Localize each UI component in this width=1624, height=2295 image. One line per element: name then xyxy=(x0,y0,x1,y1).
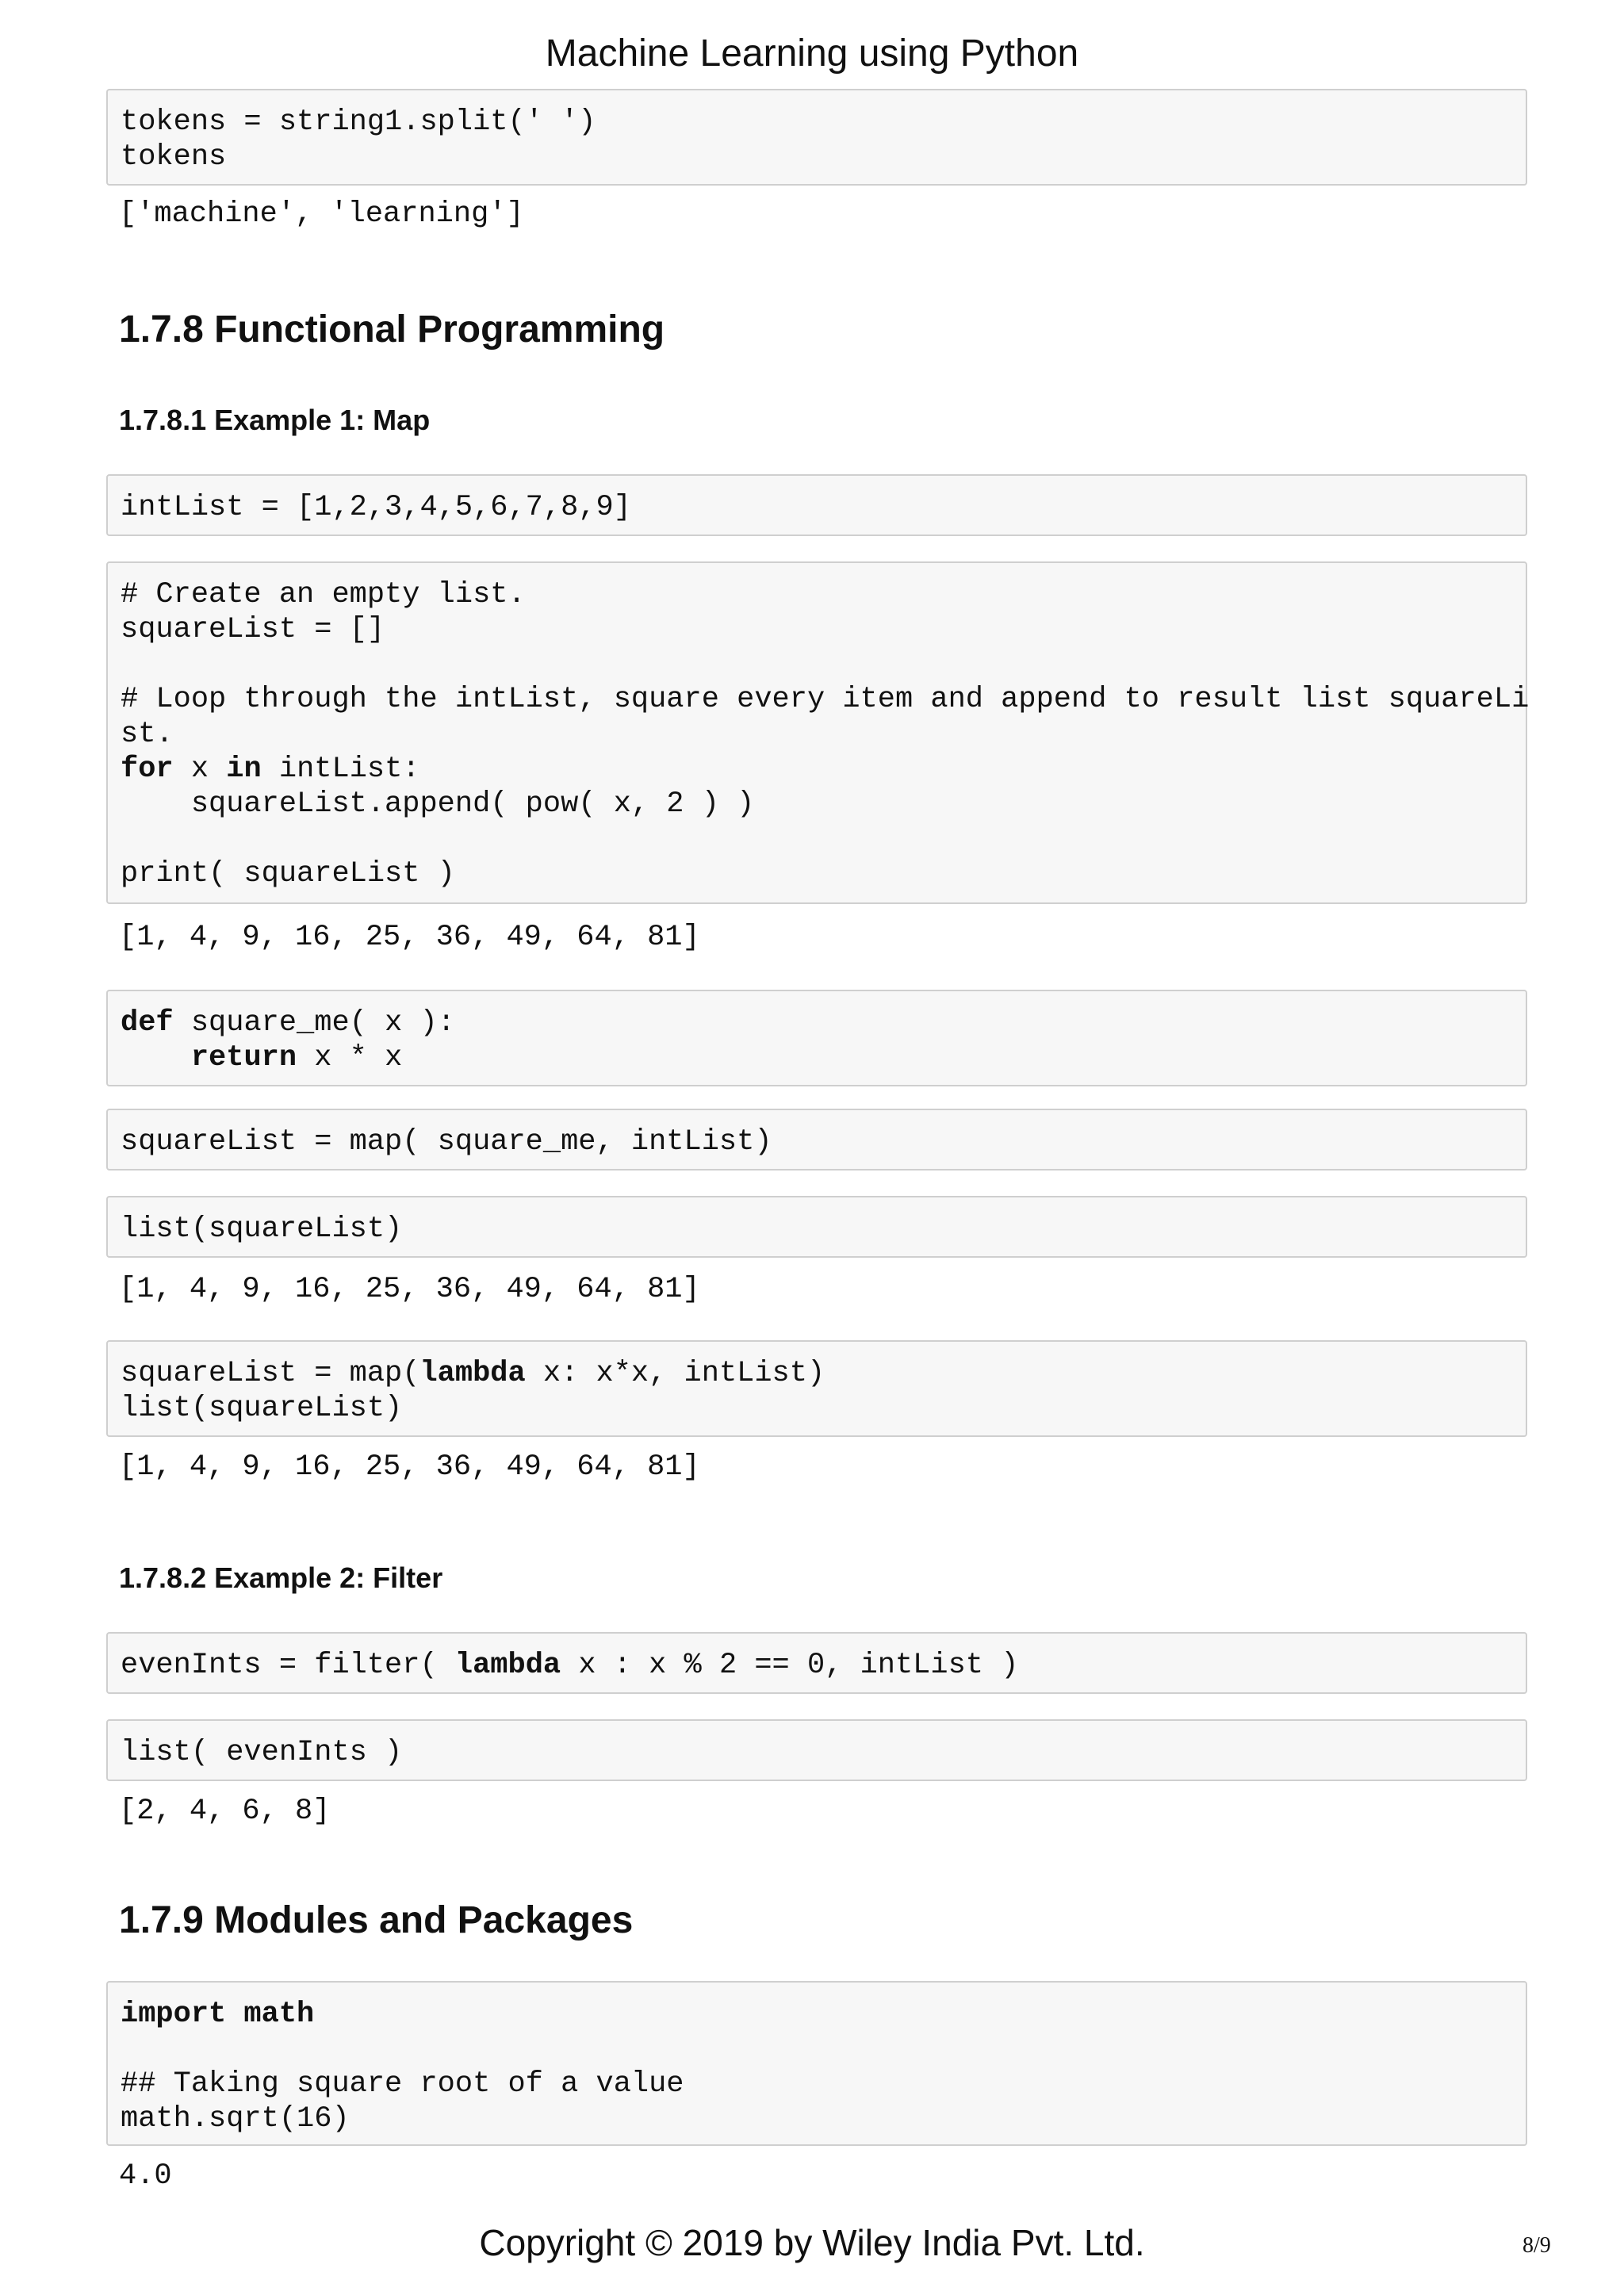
code-cell[interactable] xyxy=(106,1632,1527,1694)
keyword: in xyxy=(226,753,262,786)
code-comment: # Loop through the intList, square every item and append to result list squareLi xyxy=(121,683,1530,716)
section-heading: 1.7.9 Modules and Packages xyxy=(119,1899,634,1941)
cell-output: [2, 4, 6, 8] xyxy=(119,1795,331,1828)
code-text: x: x*x, intList) xyxy=(525,1357,825,1390)
page-title: Machine Learning using Python xyxy=(545,33,1079,75)
section-heading: 1.7.8 Functional Programming xyxy=(119,308,665,351)
code-cell[interactable] xyxy=(106,561,1530,904)
code-cell[interactable] xyxy=(106,1196,1527,1258)
code-line xyxy=(121,1006,1515,1040)
code-text: x * x xyxy=(297,1041,403,1075)
code-line: squareList.append( pow( x, 2 ) ) xyxy=(121,787,755,821)
keyword: def xyxy=(121,1006,174,1040)
code-blank-line xyxy=(121,822,1515,856)
code-line xyxy=(121,1648,1515,1683)
code-text: x : x % 2 == 0, intList ) xyxy=(561,1649,1019,1682)
subsection-heading: 1.7.8.1 Example 1: Map xyxy=(119,404,431,436)
keyword: return xyxy=(190,1041,297,1075)
code-cell[interactable] xyxy=(106,1719,1527,1781)
code-line: squareList = [] xyxy=(121,613,385,646)
copyright-footer: Copyright © 2019 by Wiley India Pvt. Ltd. xyxy=(479,2222,1145,2263)
code-comment: ## Taking square root of a value xyxy=(121,2067,684,2101)
code-line: squareList = map( square_me, intList) xyxy=(121,1125,772,1159)
code-line: print( squareList ) xyxy=(121,857,455,891)
code-line xyxy=(121,752,1515,787)
indent xyxy=(121,1041,191,1075)
code-cell[interactable] xyxy=(106,89,1527,186)
code-line: intList = [1,2,3,4,5,6,7,8,9] xyxy=(121,491,631,524)
keyword: lambda xyxy=(419,1357,526,1390)
code-line: math.sqrt(16) xyxy=(121,2102,350,2136)
code-line: list(squareList) xyxy=(121,1213,403,1246)
code-blank-line xyxy=(121,2032,1515,2067)
code-cell[interactable] xyxy=(106,1981,1527,2146)
cell-output: [1, 4, 9, 16, 25, 36, 49, 64, 81] xyxy=(119,921,700,954)
code-comment: # Create an empty list. xyxy=(121,578,526,611)
cell-output: [1, 4, 9, 16, 25, 36, 49, 64, 81] xyxy=(119,1450,700,1484)
cell-output: ['machine', 'learning'] xyxy=(119,197,524,231)
code-cell[interactable] xyxy=(106,1340,1527,1437)
cell-output: [1, 4, 9, 16, 25, 36, 49, 64, 81] xyxy=(119,1273,700,1306)
code-line xyxy=(121,1040,1515,1075)
code-text: square_me( x ): xyxy=(173,1006,455,1040)
code-text: evenInts = filter( xyxy=(121,1649,455,1682)
code-line: list(squareList) xyxy=(121,1392,403,1425)
code-text: squareList = map( xyxy=(121,1357,420,1390)
code-cell[interactable] xyxy=(106,990,1527,1086)
page-number: 8/9 xyxy=(1522,2233,1551,2258)
code-line: tokens xyxy=(121,140,227,174)
code-text: x xyxy=(173,753,227,786)
code-line: list( evenInts ) xyxy=(121,1736,403,1769)
code-blank-line xyxy=(121,647,1515,682)
code-line xyxy=(121,1356,1515,1391)
code-cell[interactable] xyxy=(106,474,1527,536)
cell-output: 4.0 xyxy=(119,2159,172,2193)
code-text: intList: xyxy=(261,753,420,786)
keyword: for xyxy=(121,753,174,786)
code-line: tokens = string1.split(' ') xyxy=(121,105,596,139)
keyword: lambda xyxy=(454,1649,561,1682)
code-comment-wrap: st. xyxy=(121,718,174,751)
subsection-heading: 1.7.8.2 Example 2: Filter xyxy=(119,1561,443,1594)
code-line xyxy=(121,1997,1515,2032)
keyword: import math xyxy=(121,1998,315,2031)
code-cell[interactable] xyxy=(106,1109,1527,1170)
